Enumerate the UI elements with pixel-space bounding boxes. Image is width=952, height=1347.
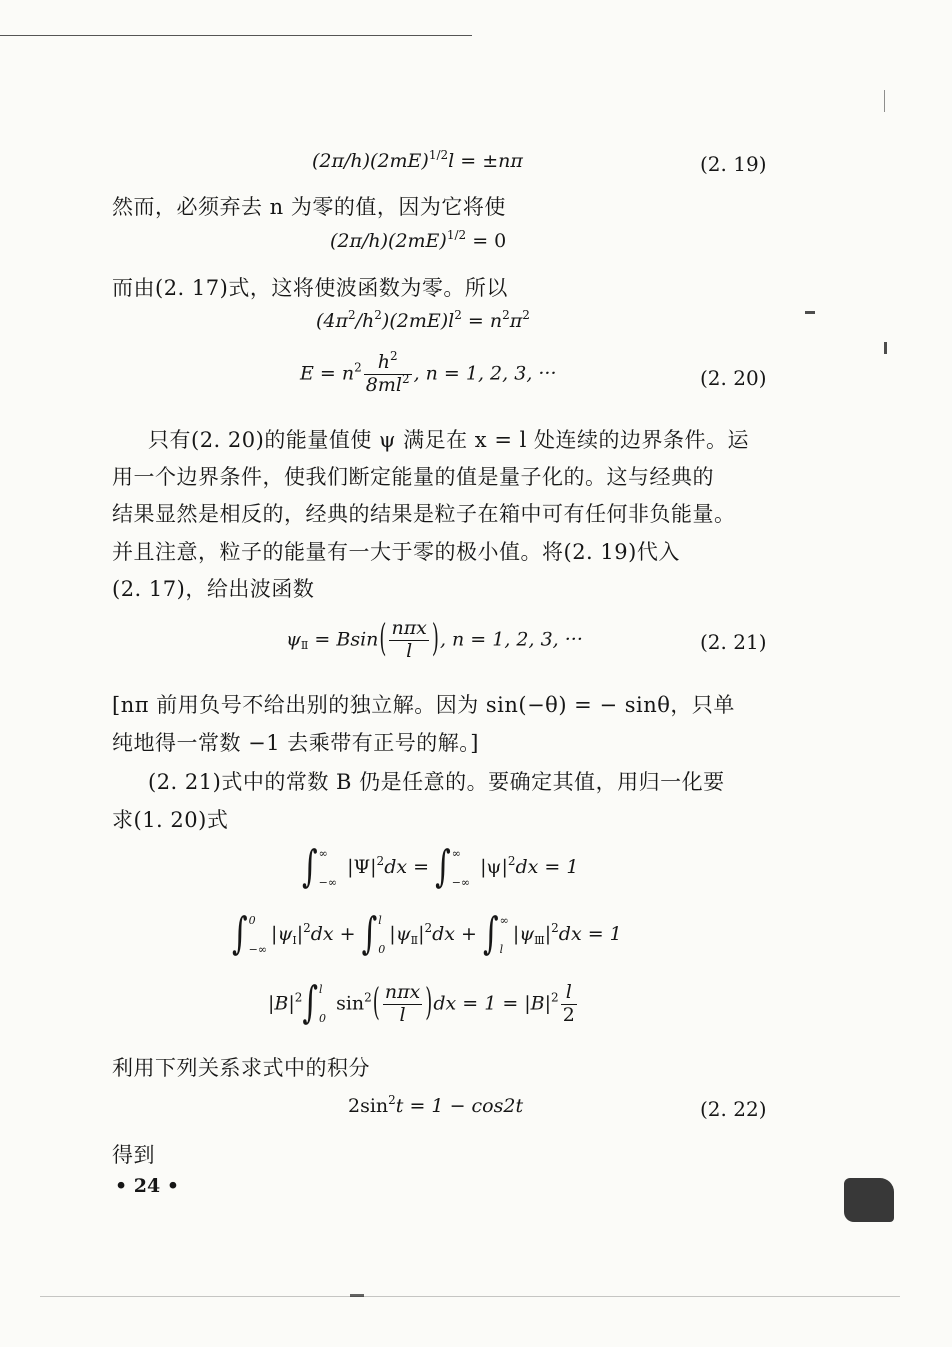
text-line-2: 而由(2. 17)式，这将使波函数为零。所以 (112, 276, 508, 300)
equation-quantization: $(4\pi^2/h^2)(2mE)l^2 = n^2\pi^2$ (316, 308, 530, 332)
equation-number-2-20: (2. 20) (700, 366, 767, 390)
page-number: • 24 • (115, 1175, 179, 1197)
equation-zero: $(2\pi/h)(2mE)^{1/2} = 0$ (330, 228, 507, 252)
scan-tick-right (884, 342, 887, 354)
equation-number-2-19: (2. 19) (700, 152, 767, 176)
text-line-3: 利用下列关系求式中的积分 (112, 1056, 370, 1080)
equation-2-22: $2\sin^2t = 1 - \cos 2t$ (348, 1093, 524, 1117)
scan-mark-right (844, 1178, 894, 1222)
normalization-equation-2: ∫ 0 −∞ $|\psi_Ⅰ|^2dx$ + ∫ l 0 $|\psi_Ⅱ|^2dx$ + ∫ ∞ l $|\psi_Ⅲ|^2dx = 1$ (232, 908, 622, 960)
text-line-1: 然而，必须弃去 n 为零的值，因为它将使 (112, 195, 506, 219)
para1-line-4: 并且注意，粒子的能量有一大于零的极小值。将(2. 19)代入 (112, 540, 680, 564)
equation-2-19: $(2\pi/h)(2mE)^{1/2}l = \pm n\pi$ (312, 148, 523, 172)
para2-line-1: [nπ 前用负号不给出别的独立解。因为 sin(−θ) = − sinθ，只单 (112, 693, 735, 717)
equation-2-21: $\psi_Ⅱ = Bsin$( $\frac{\text{nπx}}{l}$ ), n = 1, 2, 3, ··· (286, 617, 583, 662)
normalization-equation-1: ∫ ∞ −∞ $|\Psi|^2dx$ = ∫ ∞ −∞ $|\psi|^2dx = 1$ (302, 841, 579, 893)
para3-line-1: (2. 21)式中的常数 B 仍是任意的。要确定其值，用归一化要 (148, 770, 725, 794)
para1-line-3: 结果显然是相反的，经典的结果是粒子在箱中可有任何非负能量。 (112, 502, 736, 526)
scan-bottom-mark (350, 1294, 364, 1297)
normalization-equation-3: $|B|^2\int$ l 0 $\sin^2$( $\frac{\text{nπx}}{l}$ )$dx = 1 = |B|^2$ $\frac{l}{2}$ (268, 978, 575, 1029)
para2-line-2: 纯地得一常数 −1 去乘带有正号的解。] (112, 731, 479, 755)
fraction-l-2: $\frac{l}{2}$ (562, 981, 575, 1026)
para1-line-2: 用一个边界条件，使我们断定能量的值是量子化的。这与经典的 (112, 465, 714, 489)
top-rule (0, 35, 472, 36)
para3-line-2: 求(1. 20)式 (112, 808, 229, 832)
scan-dash-right (805, 311, 815, 314)
scan-bottom-line (40, 1296, 900, 1297)
fraction-npix-l: $\frac{\text{nπx}}{l}$ (391, 617, 427, 662)
equation-number-2-21: (2. 21) (700, 630, 767, 654)
fraction-h2-8ml2: $\frac{h^2}{8ml^2}$ (365, 349, 410, 396)
scan-line-right (884, 90, 885, 112)
para1-line-1: 只有(2. 20)的能量值使 ψ 满足在 x = l 处连续的边界条件。运 (148, 428, 749, 452)
fraction-npix-l-2: $\frac{\text{nπx}}{l}$ (384, 981, 421, 1026)
para1-line-5: (2. 17)，给出波函数 (112, 577, 315, 601)
equation-2-20: $E = n^2$ $\frac{h^2}{8ml^2}$ , n = 1, 2, 3, ··· (300, 349, 557, 396)
equation-number-2-22: (2. 22) (700, 1097, 767, 1121)
text-line-4: 得到 (112, 1143, 155, 1167)
